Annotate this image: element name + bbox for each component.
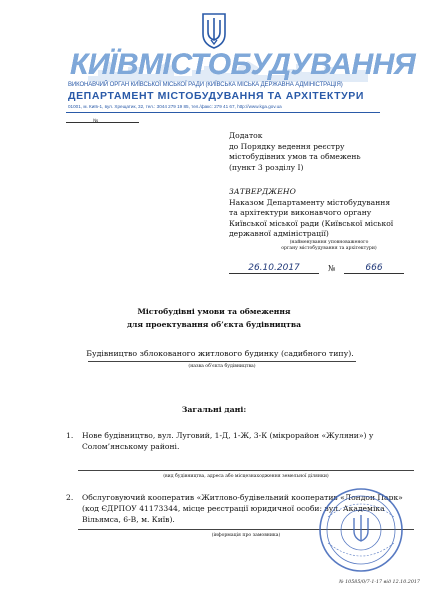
list-item bbox=[66, 430, 416, 466]
outgoing-number-label: № bbox=[93, 118, 99, 124]
appendix-line: Додаток bbox=[229, 131, 263, 140]
letterhead-subtitle: ВИКОНАВЧИЙ ОРГАН КИЇВСЬКОЇ МІСЬКОЇ РАДИ (КИЇВСЬКА МІСЬКА ДЕРЖАВНА АДМІНІСТРАЦІЯ) bbox=[68, 82, 343, 88]
approval-block bbox=[229, 187, 419, 252]
object-underline bbox=[88, 361, 356, 362]
title-line: для проектування об’єкта будівництва bbox=[126, 320, 302, 329]
approval-number-label: № bbox=[328, 264, 336, 273]
approval-line: Київської міської ради (Київської міської bbox=[229, 218, 394, 228]
list-item-text: Нове будівництво, вул. Луговий, 1-Д, 1-Ж, 3-К (мікрорайон «Жуляни») у Солом’янському районі. bbox=[82, 431, 374, 451]
coat-of-arms-icon bbox=[201, 10, 227, 50]
appendix-line: містобудівних умов та обмежень bbox=[229, 152, 361, 162]
list-item-text: Обслуговуючий кооператив «Житлово-будівельний кооператив «Лондон Парк» (код ЄДРПОУ 41173344, місце реєстрації юридичної особи: вул. Академіка Вільямса, 6-В, м. Київ). bbox=[82, 493, 403, 524]
object-name: Будівництво зблокованого житлового будинку (садибного типу). bbox=[86, 349, 354, 358]
approval-line: Наказом Департаменту містобудування bbox=[229, 197, 391, 207]
letterhead-department: ДЕПАРТАМЕНТ МІСТОБУДУВАННЯ ТА АРХІТЕКТУРИ bbox=[68, 90, 365, 102]
general-data-heading: Загальні дані: bbox=[181, 405, 247, 414]
list-item-number: 2. bbox=[66, 493, 74, 502]
approval-line: та архітектури виконавчого органу bbox=[229, 208, 372, 218]
list-item-number: 1. bbox=[66, 431, 74, 440]
approval-heading: ЗАТВЕРДЖЕНО bbox=[229, 187, 297, 196]
letterhead-divider bbox=[66, 112, 380, 113]
item-note: (вид будівництва, адреса або місцезнаходження земельної ділянки) bbox=[163, 474, 329, 479]
appendix-line: (пункт 3 розділу І) bbox=[229, 162, 304, 172]
item-note: (інформація про замовника) bbox=[211, 533, 281, 538]
title-line: Містобудівні умови та обмеження bbox=[137, 307, 291, 316]
appendix-block bbox=[229, 131, 419, 173]
letterhead-address: 01001, м. Київ-1, вул. Хрещатик, 32, тел.: 3044 279 19 85, тел./факс: 279 41 67, http://www.kga.gov.ua bbox=[68, 104, 282, 109]
registration-footer: № 10585/0/7-1-17 від 12.10.2017 bbox=[339, 580, 420, 585]
document-title bbox=[80, 305, 348, 331]
handwritten-approval-number: 666 bbox=[344, 263, 404, 274]
outgoing-number-blank bbox=[101, 122, 139, 123]
object-note: (назва об’єкта будівництва) bbox=[188, 364, 256, 369]
approval-note: органу містобудування та архітектури) bbox=[281, 245, 377, 251]
appendix-line: до Порядку ведення реєстру bbox=[229, 141, 345, 151]
organization-logo: КИЇВМІСТОБУДУВАННЯ bbox=[70, 48, 416, 81]
approval-note: (найменування уповноваженого bbox=[289, 239, 369, 245]
approval-line: державної адміністрації) bbox=[229, 229, 329, 239]
item-underline bbox=[78, 470, 414, 471]
handwritten-approval-date: 26.10.2017 bbox=[229, 263, 319, 274]
official-stamp-icon bbox=[318, 487, 404, 573]
